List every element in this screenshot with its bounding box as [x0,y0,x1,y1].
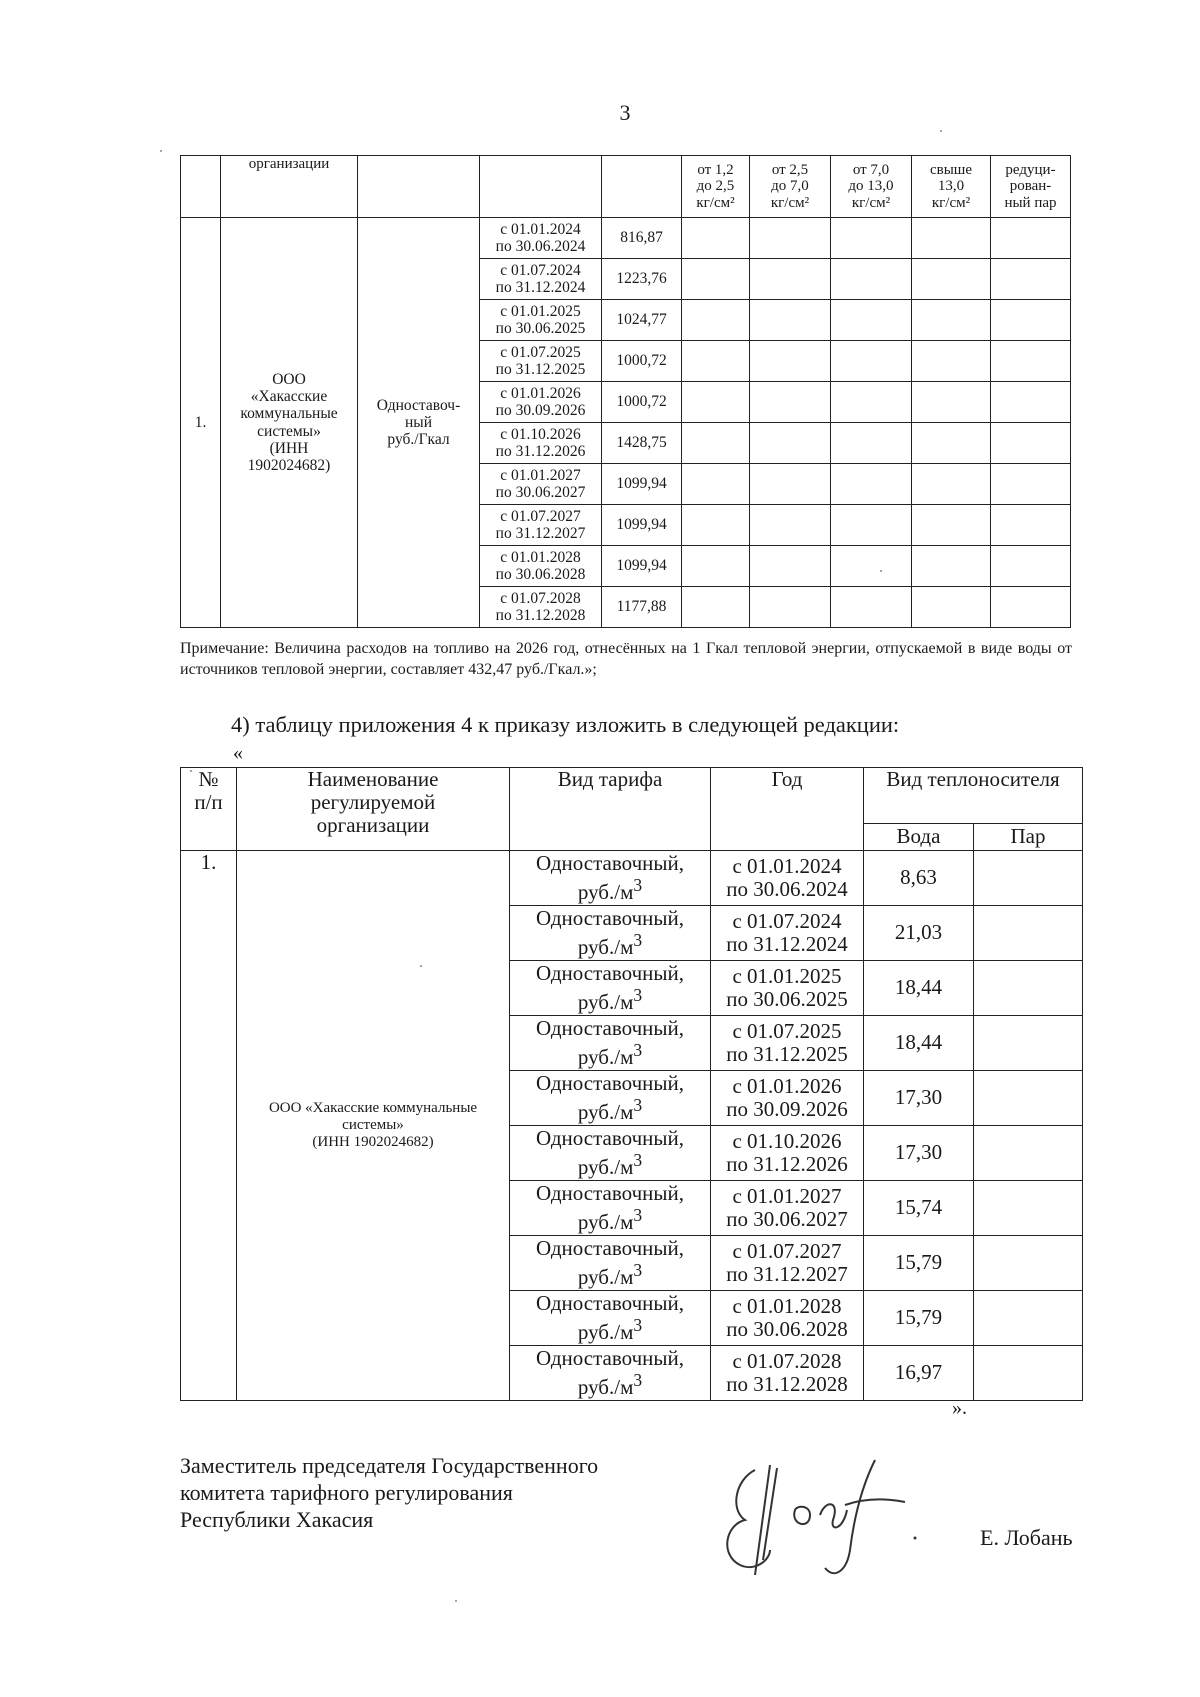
value: 1000,72 [602,382,682,423]
period: с 01.01.2025 по 30.06.2025 [480,300,602,341]
header-carrier: Вид теплоносителя [864,768,1083,824]
signer-title: Заместитель председателя Государственного комитета тарифного регулирования Республики Хакасия [180,1453,599,1532]
page-number: 3 [619,100,631,125]
value: 1223,76 [602,259,682,300]
header-range: редуци- рован- ный пар [991,156,1071,218]
tariff-cell: Одноставочный, $руб./м^3$ [510,1181,711,1236]
quote-close: ». [952,1397,967,1419]
period: с 01.01.2024 по 30.06.2024 [711,851,864,906]
table-row [181,218,1071,259]
period: с 01.07.2027 по 31.12.2027 [480,505,602,546]
header-org: организации [221,156,358,218]
coolant-tariff-table [180,767,1083,1401]
water-value: 15,79 [864,1291,974,1346]
period: с 01.01.2024 по 30.06.2024 [480,218,602,259]
header-range: от 1,2 до 2,5 кг/см² [682,156,750,218]
header-cell [181,156,221,218]
period: с 01.01.2025 по 30.06.2025 [711,961,864,1016]
period: с 01.01.2028 по 30.06.2028 [711,1291,864,1346]
value: 1099,94 [602,546,682,587]
period: с 01.01.2026 по 30.09.2026 [711,1071,864,1126]
fuel-tariff-table [180,155,1071,628]
steam-value [974,906,1083,961]
header-steam: Пар [974,824,1083,851]
steam-value [974,1346,1083,1401]
row-number: 1. [181,218,221,628]
organization-name: ООО «Хакасские коммунальные системы» (ИНН 1902024682) [237,851,510,1401]
water-value: 8,63 [864,851,974,906]
period: с 01.07.2024 по 31.12.2024 [480,259,602,300]
tariff-cell: Одноставочный, $руб./м^3$ [510,906,711,961]
water-value: 21,03 [864,906,974,961]
handwritten-signature [715,1440,925,1590]
water-value: 17,30 [864,1126,974,1181]
tariff-cell: Одноставочный, $руб./м^3$ [510,1291,711,1346]
tariff-cell: Одноставочный, $руб./м^3$ [510,1346,711,1401]
header-cell [480,156,602,218]
table1-header-row [181,156,1071,218]
water-value: 15,79 [864,1236,974,1291]
water-value: 15,74 [864,1181,974,1236]
value: 1428,75 [602,423,682,464]
period: с 01.10.2026 по 31.12.2026 [480,423,602,464]
tariff-type: Одноставоч- ный руб./Гкал [358,218,480,628]
tariff-cell: Одноставочный, $руб./м^3$ [510,1016,711,1071]
water-value: 16,97 [864,1346,974,1401]
value: 816,87 [602,218,682,259]
header-cell [602,156,682,218]
steam-value [974,1126,1083,1181]
steam-value [974,1016,1083,1071]
period: с 01.07.2028 по 31.12.2028 [711,1346,864,1401]
period: с 01.01.2028 по 30.06.2028 [480,546,602,587]
tariff-cell: Одноставочный, $руб./м^3$ [510,1126,711,1181]
table2-header-row [181,768,1083,824]
water-value: 17,30 [864,1071,974,1126]
steam-value [974,961,1083,1016]
header-num: № п/п [181,768,237,851]
period: с 01.10.2026 по 31.12.2026 [711,1126,864,1181]
value: 1099,94 [602,505,682,546]
period: с 01.07.2025 по 31.12.2025 [711,1016,864,1071]
period: с 01.01.2027 по 30.06.2027 [480,464,602,505]
tariff-cell: Одноставочный, $руб./м^3$ [510,1236,711,1291]
header-range: от 2,5 до 7,0 кг/см² [750,156,831,218]
water-value: 18,44 [864,961,974,1016]
period: с 01.07.2025 по 31.12.2025 [480,341,602,382]
period: с 01.07.2027 по 31.12.2027 [711,1236,864,1291]
tariff-cell: Одноставочный, $руб./м^3$ [510,851,711,906]
period: с 01.07.2024 по 31.12.2024 [711,906,864,961]
water-value: 18,44 [864,1016,974,1071]
header-org: Наименование регулируемой организации [237,768,510,851]
steam-value [974,1236,1083,1291]
quote-open: « [233,742,243,764]
value: 1177,88 [602,587,682,628]
header-range: свыше 13,0 кг/см² [912,156,991,218]
value: 1099,94 [602,464,682,505]
header-cell [358,156,480,218]
header-range: от 7,0 до 13,0 кг/см² [831,156,912,218]
amendment-paragraph: 4) таблицу приложения 4 к приказу изложить в следующей редакции: [231,712,900,737]
value: 1000,72 [602,341,682,382]
steam-value [974,851,1083,906]
period: с 01.01.2027 по 30.06.2027 [711,1181,864,1236]
tariff-cell: Одноставочный, $руб./м^3$ [510,1071,711,1126]
row-number: 1. [181,851,237,1401]
steam-value [974,1291,1083,1346]
header-water: Вода [864,824,974,851]
organization-name: ООО «Хакасские коммунальные системы» (ИНН 1902024682) [221,218,358,628]
signer-name: Е. Лобань [980,1525,1073,1550]
table-row [181,851,1083,906]
steam-value [974,1071,1083,1126]
table-note: Примечание: Величина расходов на топливо на 2026 год, отнесённых на 1 Гкал тепловой энергии, отпускаемой в виде воды от источников тепловой энергии, составляет 432,47 руб./Гкал.»; [180,640,1072,678]
value: 1024,77 [602,300,682,341]
steam-value [974,1181,1083,1236]
tariff-cell: Одноставочный, $руб./м^3$ [510,961,711,1016]
period: с 01.01.2026 по 30.09.2026 [480,382,602,423]
header-year: Год [711,768,864,851]
header-tariff: Вид тарифа [510,768,711,851]
period: с 01.07.2028 по 31.12.2028 [480,587,602,628]
